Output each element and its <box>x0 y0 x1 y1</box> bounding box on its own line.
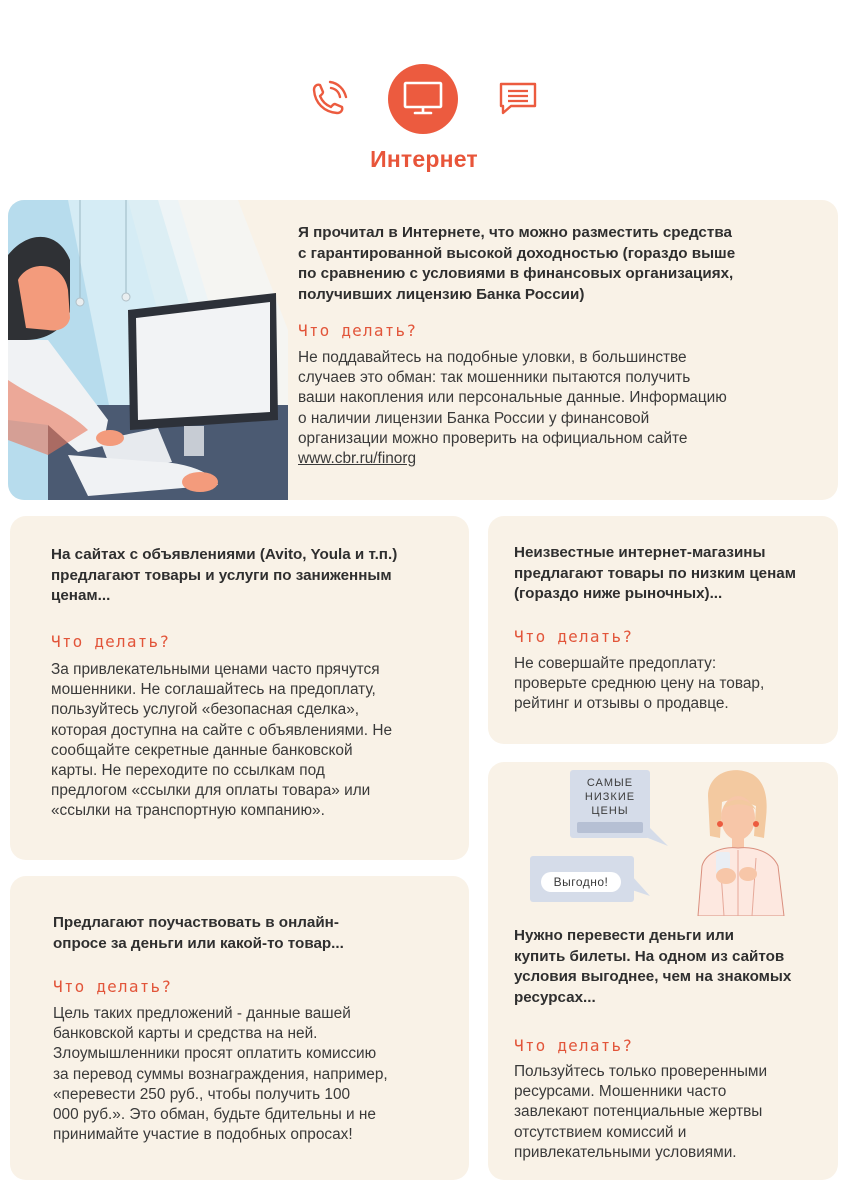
answer-line: пользуйтесь услугой «безопасная сделка», <box>51 701 360 719</box>
monitor-icon <box>402 80 444 118</box>
answer-line: проверьте среднюю цену на товар, <box>514 675 765 693</box>
answer-line: мошенники. Не соглашайтесь на предоплату, <box>51 681 376 699</box>
question-line: ценам... <box>51 587 111 604</box>
answer-line: случаев это обман: так мошенники пытаются получить <box>298 369 691 387</box>
answer-line: за перевод суммы вознаграждения, например, <box>53 1065 388 1083</box>
woman-with-phone-illustration <box>680 766 820 916</box>
card-answer <box>514 654 834 715</box>
bubble-tail <box>648 826 672 848</box>
bargain-label: Выгодно! <box>541 872 621 892</box>
question-line: предлагают товары по низким ценам <box>514 564 796 582</box>
question-line: купить билеты. На одном из сайтов <box>514 947 785 965</box>
card-question <box>514 543 834 605</box>
answer-line: принимайте участие в подобных опросах! <box>53 1126 353 1144</box>
bubble-line: ЦЕНЫ <box>591 805 629 817</box>
card-answer <box>53 1004 465 1145</box>
question-line: предлагают товары и услуги по заниженным <box>51 566 392 584</box>
todo-heading: Что делать? <box>514 1036 634 1055</box>
card-question <box>514 926 834 1008</box>
internet-investment-card <box>8 200 838 500</box>
answer-line: банковской карты и средства на ней. <box>53 1025 318 1043</box>
answer-line: Пользуйтесь только проверенными <box>514 1063 768 1080</box>
answer-line: За привлекательными ценами часто прячутся <box>51 661 380 678</box>
question-line: Предлагают поучаствовать в онлайн- <box>53 914 339 931</box>
question-line: На сайтах с объявлениями (Avito, Youla и т.п.) <box>51 546 398 563</box>
question-line: Нужно перевести деньги или <box>514 927 735 944</box>
todo-heading: Что делать? <box>53 977 173 996</box>
answer-line: «перевести 250 руб., чтобы получить 100 <box>53 1085 351 1103</box>
question-line: по сравнению с условиями в финансовых организациях, <box>298 265 734 282</box>
card-question <box>298 223 828 305</box>
answer-line: ваши накопления или персональные данные. Информацию <box>298 389 727 407</box>
question-line: опросе за деньги или какой-то товар... <box>53 934 344 952</box>
lowest-prices-text <box>570 776 650 818</box>
answer-line: рейтинг и отзывы о продавце. <box>514 695 729 713</box>
card-answer <box>514 1062 834 1163</box>
answer-line: организации можно проверить на официальном сайте <box>298 429 688 447</box>
cbr-finorg-link[interactable]: www.cbr.ru/finorg <box>298 450 417 468</box>
person-at-computer-illustration <box>8 200 288 500</box>
answer-line: 000 руб.». Это обман, будьте бдительны и не <box>53 1106 376 1124</box>
answer-line: ресурсами. Мошенники часто <box>514 1083 727 1101</box>
bubble-bar <box>577 822 643 833</box>
answer-line: которая доступна на сайте с объявлениями. Не <box>51 721 392 739</box>
bubble-line: НИЗКИЕ <box>584 791 636 803</box>
classifieds-card <box>10 516 469 860</box>
card-answer <box>51 660 466 822</box>
chat-icon <box>497 80 539 118</box>
phone-icon <box>306 78 350 122</box>
question-line: с гарантированной высокой доходностью (гораздо выше <box>298 244 736 262</box>
online-survey-card <box>10 876 469 1180</box>
question-line: условия выгоднее, чем на знакомых <box>514 968 792 985</box>
card-question <box>51 545 461 607</box>
answer-line: завлекают потенциальные жертвы <box>514 1103 763 1121</box>
answer-line: о наличии лицензии Банка России у финансовой <box>298 409 650 427</box>
answer-line: Не поддавайтесь на подобные уловки, в большинстве <box>298 349 687 366</box>
question-line: Я прочитал в Интернете, что можно разместить средства <box>298 224 732 241</box>
bubble-tail <box>632 876 652 898</box>
answer-line: Цель таких предложений - данные вашей <box>53 1005 351 1022</box>
page-title: Интернет <box>370 146 478 172</box>
card-question <box>53 913 463 954</box>
question-line: получивших лицензию Банка России) <box>298 285 585 303</box>
bubble-line: САМЫЕ <box>586 777 634 789</box>
todo-heading: Что делать? <box>298 321 418 340</box>
answer-line: сообщайте секретные данные банковской <box>51 741 353 759</box>
question-line: Неизвестные интернет-магазины <box>514 544 766 561</box>
answer-line: предлогом «ссылки для оплаты товара» или <box>51 782 371 800</box>
question-line: (гораздо ниже рыночных)... <box>514 585 723 602</box>
question-line: ресурсах... <box>514 988 596 1006</box>
online-shops-card <box>488 516 838 744</box>
answer-line: привлекательными условиями. <box>514 1143 737 1161</box>
todo-heading: Что делать? <box>514 627 634 646</box>
card-answer <box>298 348 828 469</box>
todo-heading: Что делать? <box>51 632 171 651</box>
answer-line: Злоумышленники просят оплатить комиссию <box>53 1045 377 1063</box>
answer-line: Не совершайте предоплату: <box>514 655 717 672</box>
answer-line: отсутствием комиссий и <box>514 1123 687 1141</box>
answer-line: «ссылки на транспортную компанию». <box>51 802 325 820</box>
answer-line: карты. Не переходите по ссылкам под <box>51 762 325 780</box>
